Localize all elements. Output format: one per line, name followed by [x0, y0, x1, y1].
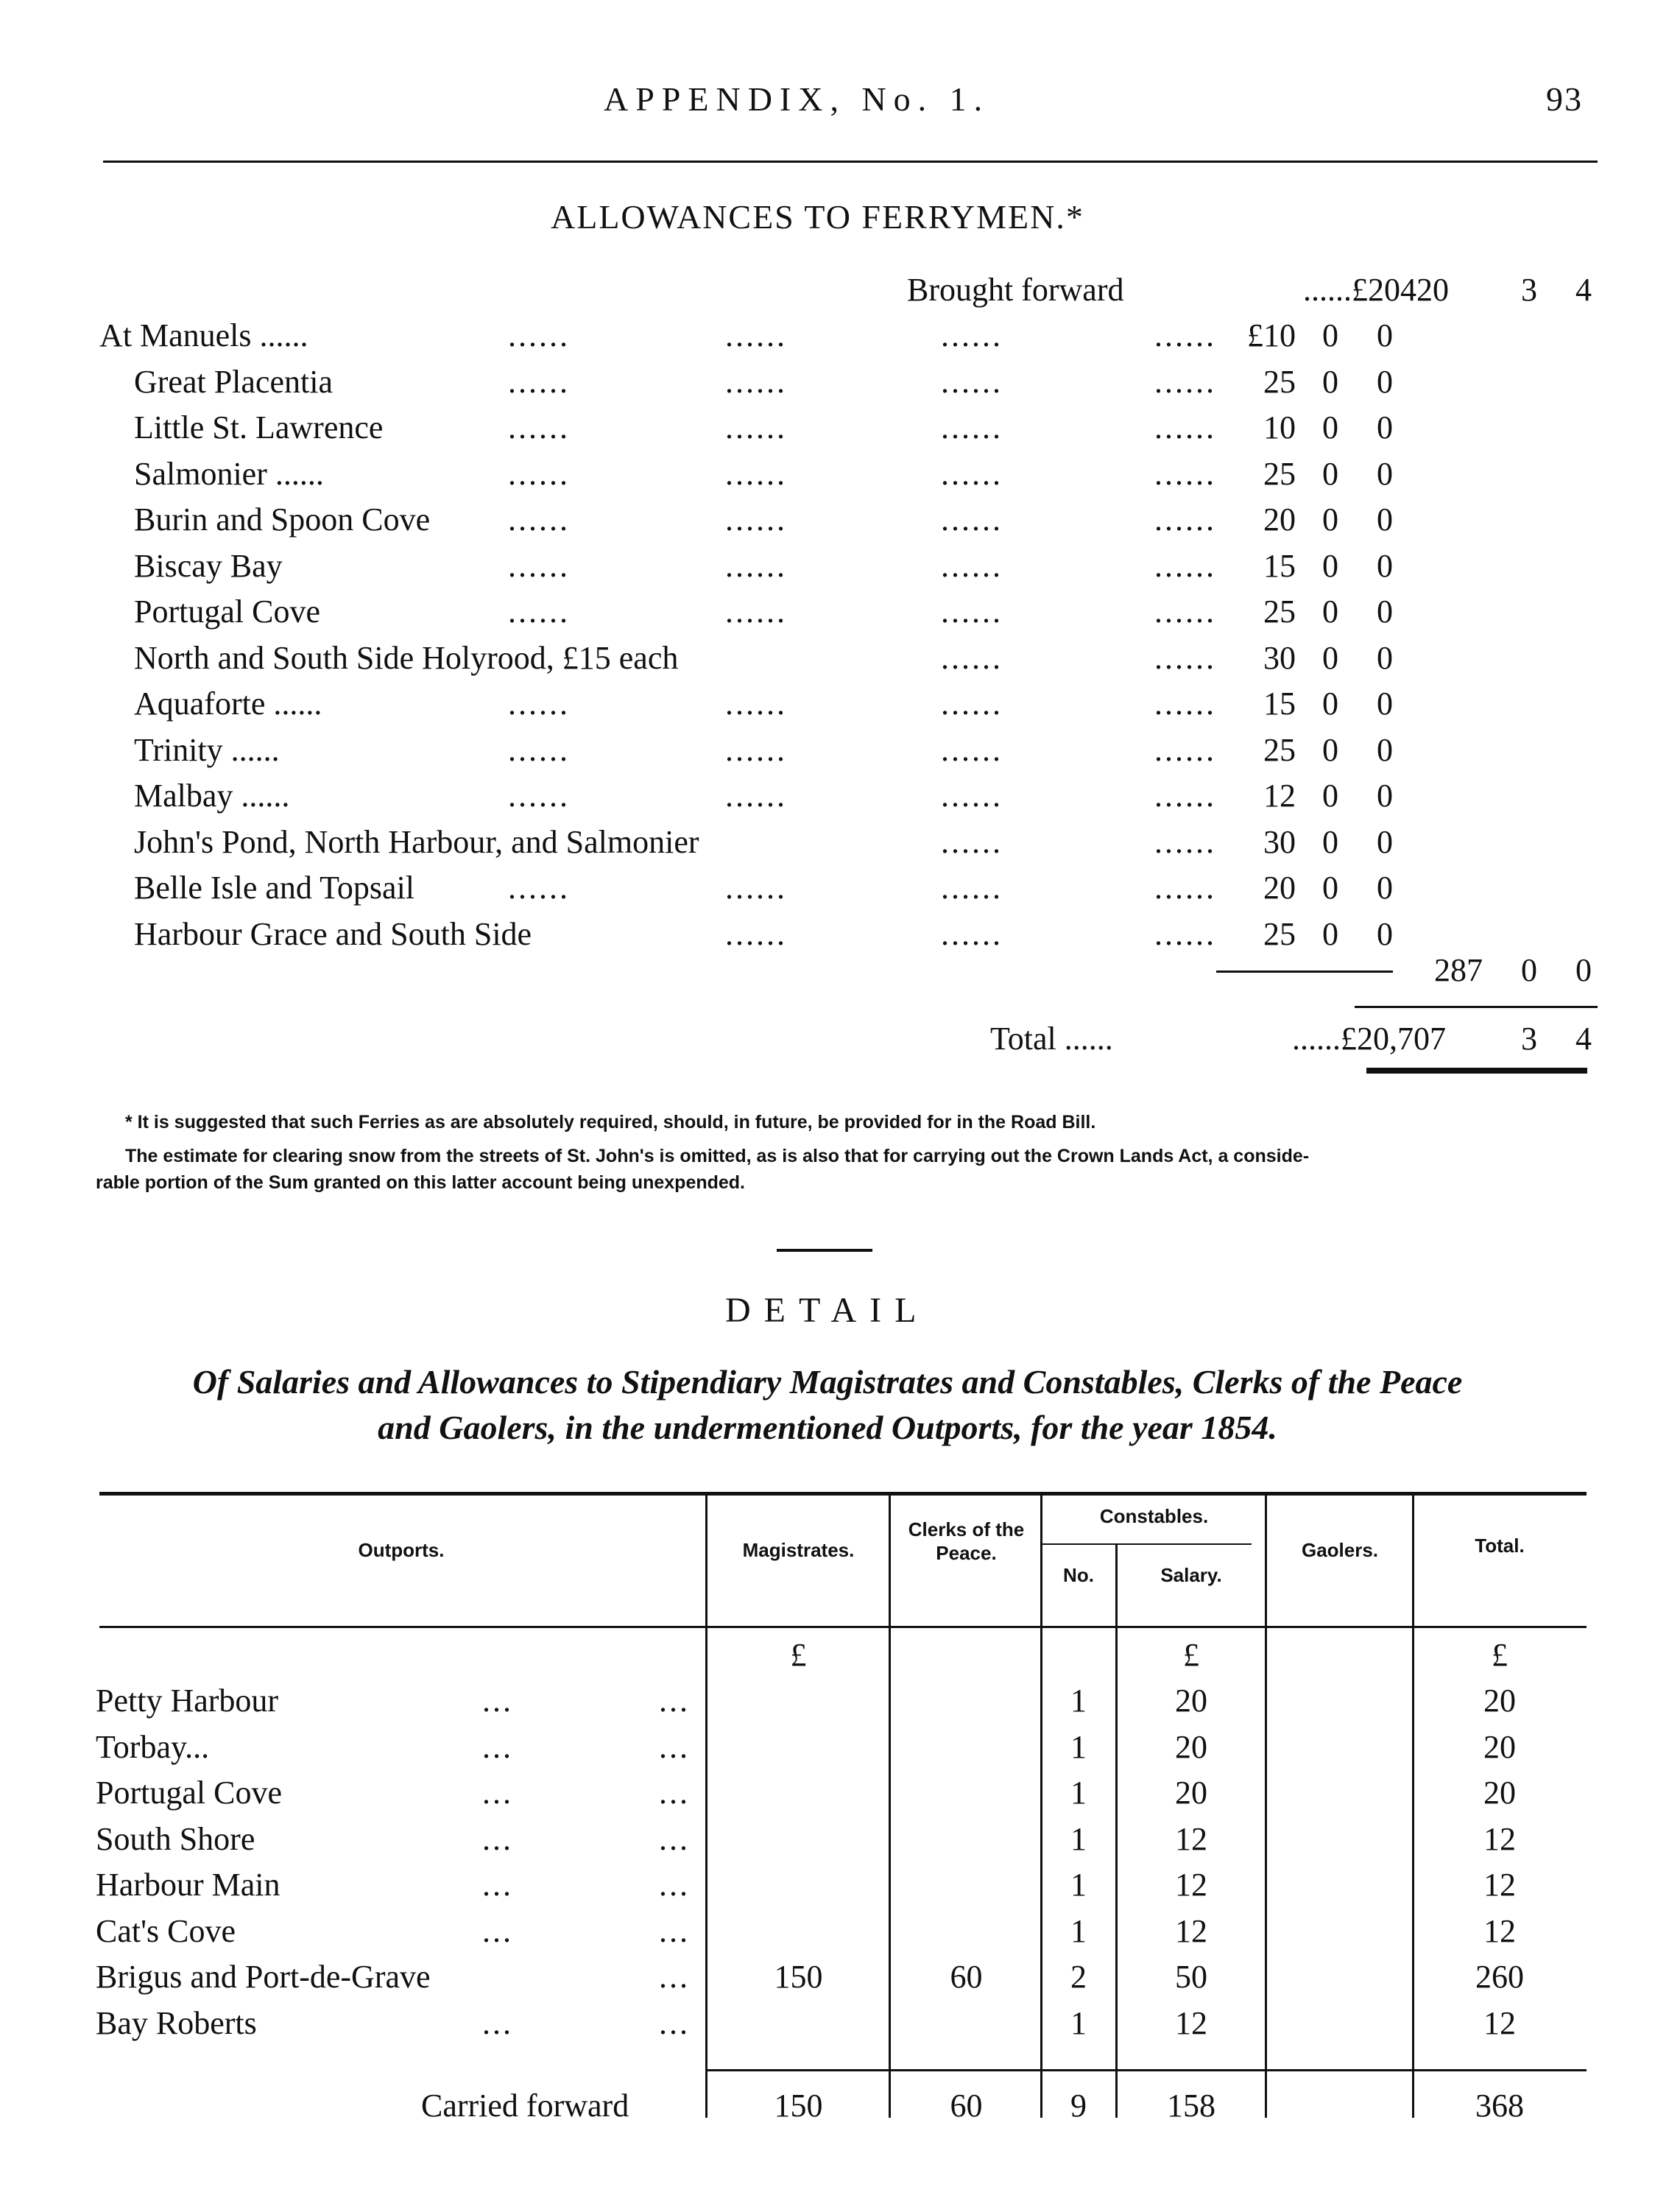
carried-forward-total: 368 [1475, 2088, 1524, 2124]
ferry-shillings: 0 [1322, 639, 1338, 676]
leader-dots: ...... [941, 639, 1003, 676]
ferry-row [0, 731, 1655, 777]
leader-dots: ...... [508, 455, 570, 492]
constables-no-cell: 1 [1070, 1867, 1087, 1903]
leader-dots: ...... [941, 823, 1003, 860]
ferry-shillings: 0 [1322, 593, 1338, 630]
leader-dots: ...... [1154, 823, 1216, 860]
ferry-section-title: ALLOWANCES TO FERRYMEN.* [551, 198, 1084, 236]
ferry-shillings: 0 [1322, 870, 1338, 906]
ferry-total-row [0, 1020, 1655, 1066]
page-number: 93 [1546, 80, 1583, 118]
subtotal-pounds: 287 [1434, 952, 1483, 988]
constables-salary-cell: 12 [1175, 2004, 1207, 2041]
leader-dots: ... [659, 2004, 690, 2041]
ferry-pence: 0 [1377, 455, 1393, 492]
ferry-place: Burin and Spoon Cove [134, 501, 431, 538]
ferry-total-double-rule [1366, 1068, 1587, 1074]
leader-dots: ... [482, 2004, 513, 2041]
total-cell: 12 [1483, 2004, 1516, 2041]
ferry-row [0, 777, 1655, 823]
ferry-place: Belle Isle and Topsail [134, 870, 415, 906]
leader-dots: ...... [725, 547, 787, 584]
leader-dots: ...... [508, 778, 570, 814]
ferry-pence: 0 [1377, 317, 1393, 353]
table-row [0, 1866, 1655, 1912]
column-header-clerks-line1: Clerks of the [908, 1518, 1025, 1540]
leader-dots: ...... [941, 870, 1003, 906]
ferry-place: John's Pond, North Harbour, and Salmonier [134, 823, 699, 860]
ferry-shillings: 0 [1322, 363, 1338, 400]
leader-dots: ...... [941, 547, 1003, 584]
detail-subtitle-line1: Of Salaries and Allowances to Stipendiary Magistrates and Constables, Clerks of the Peace [192, 1363, 1463, 1401]
currency-magistrates: £ [790, 1637, 807, 1673]
ferry-place: Malbay ...... [134, 778, 290, 814]
ferry-row [0, 869, 1655, 915]
constables-no-cell: 1 [1070, 1728, 1087, 1765]
constables-no-cell: 1 [1070, 1820, 1087, 1857]
leader-dots: ...... [508, 593, 570, 630]
ferry-pence: 0 [1377, 593, 1393, 630]
leader-dots: ...... [725, 317, 787, 353]
total-cell: 12 [1483, 1912, 1516, 1949]
leader-dots: ... [482, 1820, 513, 1857]
ferry-total-upper-rule [1355, 1006, 1598, 1008]
ferry-pounds: 20 [1263, 501, 1296, 538]
brought-forward-value: ......£20420 [1303, 272, 1449, 308]
ferry-shillings: 0 [1322, 731, 1338, 768]
leader-dots: ...... [941, 501, 1003, 538]
footnote-estimate-line1: The estimate for clearing snow from the streets of St. John's is omitted, as is also that for carrying out the Crown Lands Act, a conside- [125, 1146, 1310, 1166]
ferry-pounds: 15 [1263, 547, 1296, 584]
ferry-row [0, 593, 1655, 638]
outport-name: Bay Roberts [96, 2004, 257, 2041]
leader-dots: ...... [725, 455, 787, 492]
detail-title: DETAIL [725, 1291, 930, 1330]
outport-name: Cat's Cove [96, 1912, 236, 1949]
leader-dots: ...... [1154, 686, 1216, 722]
leader-dots: ... [482, 1683, 513, 1719]
leader-dots: ...... [1154, 870, 1216, 906]
constables-salary-cell: 50 [1175, 1959, 1207, 1995]
leader-dots: ...... [508, 317, 570, 353]
ferry-pence: 0 [1377, 686, 1393, 722]
ferry-pounds: 25 [1263, 731, 1296, 768]
leader-dots: ... [659, 1867, 690, 1903]
ferry-shillings: 0 [1322, 686, 1338, 722]
ferry-shillings: 0 [1322, 547, 1338, 584]
ferry-pounds: 10 [1263, 409, 1296, 445]
leader-dots: ...... [508, 409, 570, 445]
leader-dots: ...... [941, 317, 1003, 353]
column-header-constables-salary: Salary. [1160, 1564, 1222, 1586]
leader-dots: ... [482, 1728, 513, 1765]
leader-dots: ...... [508, 501, 570, 538]
table-row [0, 2004, 1655, 2050]
total-value: ......£20,707 [1292, 1021, 1446, 1057]
leader-dots: ...... [1154, 731, 1216, 768]
ferry-pence: 0 [1377, 915, 1393, 952]
section-divider [777, 1249, 872, 1252]
ferry-place: At Manuels ...... [99, 317, 308, 353]
ferry-subtotal-row [0, 951, 1655, 997]
ferry-row [0, 547, 1655, 593]
carried-forward-row [0, 2087, 1655, 2132]
leader-dots: ...... [1154, 778, 1216, 814]
leader-dots: ...... [508, 686, 570, 722]
carried-forward-label: Carried forward [421, 2088, 629, 2124]
leader-dots: ...... [725, 778, 787, 814]
constables-no-cell: 1 [1070, 1775, 1087, 1811]
ferry-row [0, 685, 1655, 730]
table-row [0, 1774, 1655, 1820]
magistrates-cell: 150 [774, 1959, 823, 1995]
leader-dots: ... [659, 1775, 690, 1811]
ferry-row [0, 363, 1655, 409]
table-row [0, 1728, 1655, 1774]
currency-salary: £ [1183, 1637, 1199, 1673]
leader-dots: ... [659, 1959, 690, 1995]
ferry-pounds: 25 [1263, 915, 1296, 952]
leader-dots: ...... [1154, 915, 1216, 952]
ferry-pounds: 15 [1263, 686, 1296, 722]
leader-dots: ...... [725, 363, 787, 400]
constables-salary-cell: 20 [1175, 1775, 1207, 1811]
ferry-shillings: 0 [1322, 317, 1338, 353]
total-label: Total ...... [990, 1021, 1113, 1057]
currency-row [0, 1636, 1655, 1682]
ferry-place: Trinity ...... [134, 731, 280, 768]
ferry-pence: 0 [1377, 501, 1393, 538]
table-header-bottom-rule [99, 1626, 1587, 1628]
total-cell: 260 [1475, 1959, 1524, 1995]
ferry-pence: 0 [1377, 823, 1393, 860]
leader-dots: ...... [941, 731, 1003, 768]
ferry-place: North and South Side Holyrood, £15 each [134, 639, 679, 676]
ferry-pounds: £10 [1247, 317, 1296, 353]
brought-forward-row [0, 271, 1655, 317]
ferry-pence: 0 [1377, 778, 1393, 814]
ferry-pounds: 25 [1263, 363, 1296, 400]
leader-dots: ...... [1154, 317, 1216, 353]
table-row [0, 1820, 1655, 1866]
leader-dots: ...... [725, 593, 787, 630]
leader-dots: ... [482, 1775, 513, 1811]
outport-name: Harbour Main [96, 1867, 280, 1903]
ferry-pounds: 25 [1263, 593, 1296, 630]
leader-dots: ...... [941, 455, 1003, 492]
subtotal-pence: 0 [1575, 952, 1592, 988]
ferry-place: Biscay Bay [134, 547, 283, 584]
column-header-magistrates: Magistrates. [742, 1539, 855, 1561]
leader-dots: ...... [1154, 455, 1216, 492]
ferry-pence: 0 [1377, 731, 1393, 768]
ferry-row [0, 409, 1655, 454]
table-row [0, 1958, 1655, 2004]
ferry-row [0, 639, 1655, 685]
ferry-pence: 0 [1377, 409, 1393, 445]
outport-name: Petty Harbour [96, 1683, 279, 1719]
ferry-row [0, 823, 1655, 869]
total-shillings: 3 [1521, 1021, 1537, 1057]
leader-dots: ... [482, 1867, 513, 1903]
leader-dots: ...... [1154, 363, 1216, 400]
leader-dots: ...... [941, 778, 1003, 814]
ferry-pounds: 25 [1263, 455, 1296, 492]
ferry-pounds: 20 [1263, 870, 1296, 906]
ferry-place: Harbour Grace and South Side [134, 915, 532, 952]
footnote-ferries: * It is suggested that such Ferries as are absolutely required, should, in future, be provided for in the Road Bill. [125, 1112, 1096, 1133]
header-rule [103, 161, 1598, 163]
ferry-shillings: 0 [1322, 455, 1338, 492]
ferry-place: Great Placentia [134, 363, 333, 400]
leader-dots: ...... [941, 363, 1003, 400]
constables-no-cell: 1 [1070, 1683, 1087, 1719]
brought-forward-pence: 4 [1575, 272, 1592, 308]
leader-dots: ... [659, 1728, 690, 1765]
constables-header-rule [1042, 1543, 1252, 1545]
ferry-place: Aquaforte ...... [134, 686, 322, 722]
total-cell: 20 [1483, 1728, 1516, 1765]
leader-dots: ...... [508, 870, 570, 906]
constables-salary-cell: 20 [1175, 1728, 1207, 1765]
column-header-total: Total. [1475, 1535, 1525, 1557]
column-header-clerks-line2: Peace. [936, 1542, 997, 1564]
total-cell: 12 [1483, 1867, 1516, 1903]
table-top-rule [99, 1492, 1587, 1496]
total-pence: 4 [1575, 1021, 1592, 1057]
outport-name: Torbay... [96, 1728, 210, 1765]
leader-dots: ...... [725, 686, 787, 722]
ferry-pence: 0 [1377, 639, 1393, 676]
ferry-pounds: 30 [1263, 639, 1296, 676]
leader-dots: ...... [725, 915, 787, 952]
running-title: APPENDIX, No. 1. [604, 80, 990, 118]
leader-dots: ...... [1154, 409, 1216, 445]
ferry-shillings: 0 [1322, 823, 1338, 860]
leader-dots: ...... [1154, 593, 1216, 630]
carried-forward-magistrates: 150 [774, 2088, 823, 2124]
carried-forward-salary: 158 [1167, 2088, 1215, 2124]
ferry-row [0, 317, 1655, 362]
carried-forward-no: 9 [1070, 2088, 1087, 2124]
subtotal-shillings: 0 [1521, 952, 1537, 988]
constables-no-cell: 1 [1070, 1912, 1087, 1949]
leader-dots: ...... [508, 547, 570, 584]
leader-dots: ... [659, 1912, 690, 1949]
leader-dots: ...... [1154, 639, 1216, 676]
brought-forward-shillings: 3 [1521, 272, 1537, 308]
ferry-shillings: 0 [1322, 409, 1338, 445]
leader-dots: ...... [725, 731, 787, 768]
table-row [0, 1682, 1655, 1727]
leader-dots: ...... [941, 686, 1003, 722]
ferry-place: Salmonier ...... [134, 455, 324, 492]
clerks-cell: 60 [950, 1959, 983, 1995]
constables-salary-cell: 12 [1175, 1912, 1207, 1949]
constables-no-cell: 1 [1070, 2004, 1087, 2041]
column-header-gaolers: Gaolers. [1301, 1539, 1379, 1561]
table-total-rule [707, 2069, 1587, 2071]
outport-name: South Shore [96, 1820, 255, 1857]
detail-subtitle-line2: and Gaolers, in the undermentioned Outports, for the year 1854. [378, 1409, 1277, 1446]
ferry-place: Portugal Cove [134, 593, 320, 630]
total-cell: 20 [1483, 1683, 1516, 1719]
leader-dots: ...... [508, 731, 570, 768]
leader-dots: ...... [725, 409, 787, 445]
leader-dots: ...... [725, 870, 787, 906]
leader-dots: ... [659, 1820, 690, 1857]
ferry-pence: 0 [1377, 870, 1393, 906]
carried-forward-clerks: 60 [950, 2088, 983, 2124]
constables-salary-cell: 12 [1175, 1867, 1207, 1903]
footnote-estimate-line2: rable portion of the Sum granted on this latter account being unexpended. [96, 1172, 746, 1193]
leader-dots: ...... [1154, 547, 1216, 584]
ferry-pounds: 12 [1263, 778, 1296, 814]
leader-dots: ...... [941, 593, 1003, 630]
brought-forward-label: Brought forward [907, 272, 1124, 308]
ferry-pence: 0 [1377, 547, 1393, 584]
leader-dots: ... [659, 1683, 690, 1719]
ferry-pence: 0 [1377, 363, 1393, 400]
ferry-shillings: 0 [1322, 778, 1338, 814]
constables-no-cell: 2 [1070, 1959, 1087, 1995]
total-cell: 12 [1483, 1820, 1516, 1857]
constables-salary-cell: 12 [1175, 1820, 1207, 1857]
outport-name: Portugal Cove [96, 1775, 282, 1811]
leader-dots: ...... [941, 915, 1003, 952]
leader-dots: ...... [941, 409, 1003, 445]
leader-dots: ...... [508, 363, 570, 400]
total-cell: 20 [1483, 1775, 1516, 1811]
column-header-constables: Constables. [1099, 1505, 1209, 1527]
ferry-row [0, 455, 1655, 501]
currency-total: £ [1492, 1637, 1508, 1673]
leader-dots: ...... [725, 501, 787, 538]
ferry-row [0, 501, 1655, 546]
column-header-outports: Outports. [358, 1539, 445, 1561]
ferry-pounds: 30 [1263, 823, 1296, 860]
ferry-place: Little St. Lawrence [134, 409, 384, 445]
leader-dots: ...... [1154, 501, 1216, 538]
leader-dots: ... [482, 1912, 513, 1949]
constables-salary-cell: 20 [1175, 1683, 1207, 1719]
ferry-shillings: 0 [1322, 501, 1338, 538]
outport-name: Brigus and Port-de-Grave [96, 1959, 431, 1995]
table-row [0, 1912, 1655, 1958]
ferry-shillings: 0 [1322, 915, 1338, 952]
column-header-constables-no: No. [1063, 1564, 1094, 1586]
